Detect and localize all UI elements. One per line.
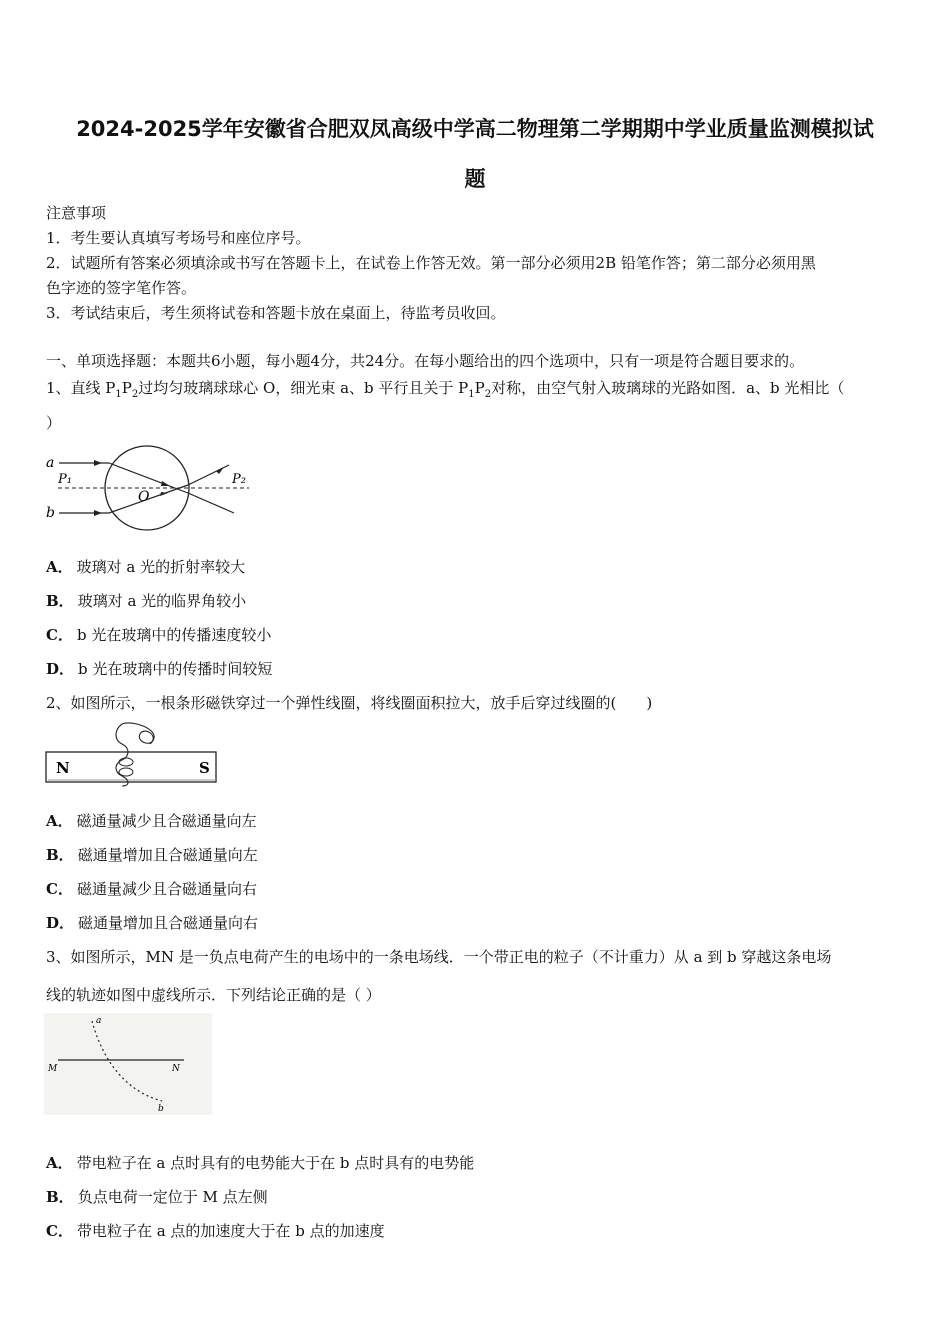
question-1-text-continued: ） [46, 414, 62, 432]
magnet-n-label: N [56, 759, 70, 777]
question-2-option-c: C． 磁通量减少且合磁通量向右 [46, 880, 257, 898]
notice-item-2-continued: 色字迹的签字笔作答。 [46, 279, 197, 297]
question-1-option-b: B． 玻璃对 a 光的临界角较小 [46, 592, 247, 610]
notice-item-1: 1．考生要认真填写考场号和座位序号。 [46, 229, 311, 247]
question-1-option-a: A． 玻璃对 a 光的折射率较大 [46, 558, 246, 576]
notice-item-2: 2．试题所有答案必须填涂或书写在答题卡上，在试卷上作答无效。第一部分必须用2B 铅笔作答；第二部分必须用黑 [46, 254, 816, 272]
notice-item-3: 3．考试结束后，考生须将试卷和答题卡放在桌面上，待监考员收回。 [46, 304, 506, 322]
point-n-label: N [172, 1064, 180, 1074]
question-1-text: 1、直线 $P_1P_2$过均匀玻璃球球心 O，细光束 a、b 平行且关于 $P_1P_2$对称，由空气射入玻璃球的光路如图．a、b 光相比（ [46, 379, 845, 400]
page-title: 2024-2025学年安徽省合肥双凤高级中学高二物理第二学期期中学业质量监测模拟试 [76, 117, 874, 141]
question-2-text: 2、如图所示，一根条形磁铁穿过一个弹性线圈，将线圈面积拉大，放手后穿过线圈的( ) [46, 694, 653, 712]
label-b: b [46, 505, 55, 521]
question-3-text: 3、如图所示，MN 是一负点电荷产生的电场中的一条电场线．一个带正电的粒子（不计重力）从 a 到 b 穿越这条电场 [46, 948, 832, 966]
question-2-option-d: D． 磁通量增加且合磁通量向右 [46, 914, 259, 932]
glass-sphere-light-path-figure [44, 443, 254, 538]
question-3-text-continued: 线的轨迹如图中虚线所示．下列结论正确的是（ ） [46, 986, 381, 1004]
electric-field-line-figure [44, 1013, 212, 1115]
point-b-label: b [158, 1104, 164, 1114]
point-a-label: a [96, 1016, 102, 1026]
question-3-option-b: B． 负点电荷一定位于 M 点左侧 [46, 1188, 268, 1206]
question-1-option-c: C． b 光在玻璃中的传播速度较小 [46, 626, 272, 644]
question-2-option-a: A． 磁通量减少且合磁通量向左 [46, 812, 257, 830]
bar-magnet-coil-figure [44, 722, 220, 787]
magnet-s-label: S [199, 759, 210, 777]
label-o: O [138, 489, 150, 505]
question-3-option-a: A． 带电粒子在 a 点时具有的电势能大于在 b 点时具有的电势能 [46, 1154, 475, 1172]
label-a: a [46, 455, 55, 471]
section-header: 一、单项选择题：本题共6小题，每小题4分，共24分。在每小题给出的四个选项中，只有一项是符合题目要求的。 [46, 352, 805, 370]
label-p1: P₁ [58, 472, 72, 487]
label-p2: P₂ [232, 472, 246, 487]
notice-heading: 注意事项 [46, 204, 107, 222]
point-m-label: M [48, 1064, 58, 1074]
page-title-continued: 题 [464, 167, 486, 191]
question-1-option-d: D． b 光在玻璃中的传播时间较短 [46, 660, 273, 678]
question-2-option-b: B． 磁通量增加且合磁通量向左 [46, 846, 258, 864]
question-3-option-c: C． 带电粒子在 a 点的加速度大于在 b 点的加速度 [46, 1222, 385, 1240]
